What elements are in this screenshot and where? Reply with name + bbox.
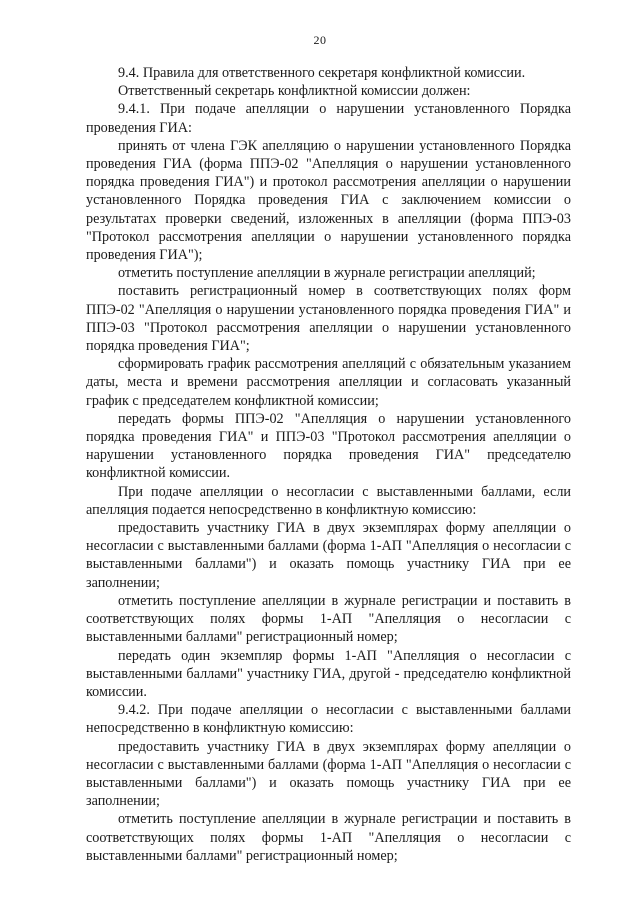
paragraph-secretary-duties-intro: Ответственный секретарь конфликтной комиссии должен: (118, 83, 471, 100)
paragraph-provide-form-1ap: предоставить участнику ГИА в двух экземплярах форму апелляции о несогласии с выставленными баллами (форма 1-АП "Апелляция о несогласии с выставленными баллами") и оказать помощь участнику ГИА при ее заполнении; (86, 520, 571, 591)
section-heading-9-4: 9.4. Правила для ответственного секретаря конфликтной комиссии. (118, 65, 526, 81)
paragraph-register-1ap: отметить поступление апелляции в журнале регистрации и поставить в соответствующих полях формы 1-АП "Апелляция о несогласии с выставленными баллами" регистрационный номер; (86, 592, 571, 646)
paragraph-accept-appeal: принять от члена ГЭК апелляцию о нарушении установленного Порядка проведения ГИА (форма ППЭ-02 "Апелляция о нарушении установленного порядка проведения ГИА") и протокол рассмотрения апелляции о нарушении установленного Порядка проведения ГИА с заключением комиссии о результатах проверки сведений, изложенных в апелляции (форма ППЭ-03 "Протокол рассмотрения апелляции о нарушении установленного порядка проведения ГИА"); (86, 137, 571, 264)
paragraph-transfer-1ap: передать один экземпляр формы 1-АП "Апелляция о несогласии с выставленными баллами" участнику ГИА, другой - председателю конфликтной комиссии. (86, 647, 571, 700)
paragraph-assign-registration-number: поставить регистрационный номер в соответствующих полях форм ППЭ-02 "Апелляция о нарушении установленного порядка проведения ГИА" и ППЭ-03 "Протокол рассмотрения апелляции о нарушении установленного порядка проведения ГИА"; (86, 283, 571, 355)
document-body (86, 64, 571, 865)
subsection-heading-9-4-1: 9.4.1. При подаче апелляции о нарушении установленного Порядка проведения ГИА: (86, 101, 571, 136)
paragraph-register-appeal: отметить поступление апелляции в журнале регистрации апелляций; (118, 265, 536, 282)
page-number: 20 (313, 33, 327, 47)
paragraph-provide-form-1ap-direct: предоставить участнику ГИА в двух экземплярах форму апелляции о несогласии с выставленными баллами (форма 1-АП "Апелляция о несогласии с выставленными баллами") и оказать помощь участнику ГИА при ее заполнении; (86, 738, 571, 810)
paragraph-score-disagreement-intro: При подаче апелляции о несогласии с выставленными баллами, если апелляция подается непосредственно в конфликтную комиссию: (86, 483, 571, 518)
paragraph-register-1ap-direct: отметить поступление апелляции в журнале регистрации и поставить в соответствующих полях формы 1-АП "Апелляция о несогласии с выставленными баллами" регистрационный номер; (86, 811, 571, 864)
paragraph-transfer-forms: передать формы ППЭ-02 "Апелляция о нарушении установленного порядка проведения ГИА" и ППЭ-03 "Протокол рассмотрения апелляции о нарушении установленного порядка проведения ГИА" председателю конфликтной комиссии. (86, 410, 571, 482)
subsection-heading-9-4-2: 9.4.2. При подаче апелляции о несогласии с выставленными баллами непосредственно в конфликтную комиссию: (86, 702, 571, 737)
paragraph-form-schedule: сформировать график рассмотрения апелляций с обязательным указанием даты, места и времени рассмотрения апелляции и согласовать указанный график с председателем конфликтной комиссии; (86, 356, 571, 409)
